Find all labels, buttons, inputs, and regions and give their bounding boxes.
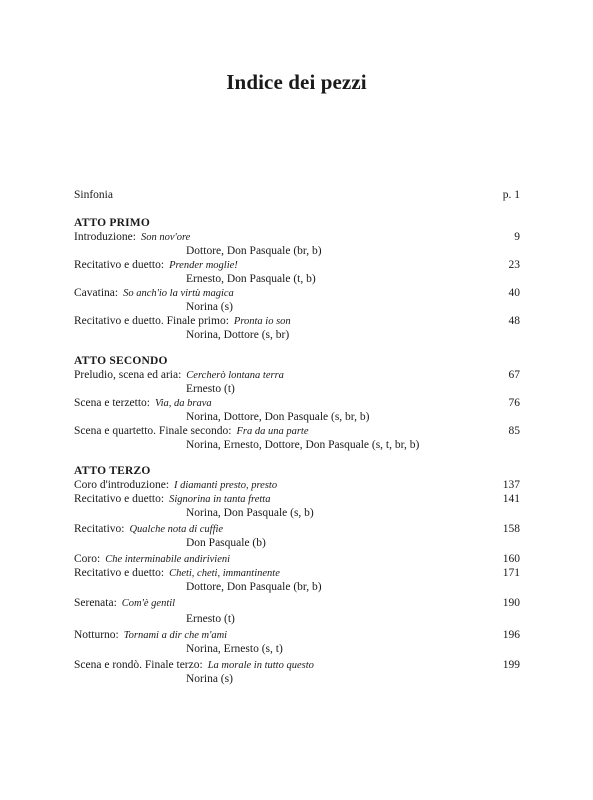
entry-incipit: I diamanti presto, presto <box>174 480 278 491</box>
toc-entry <box>74 492 520 506</box>
entry-label: Coro d'introduzione: <box>74 479 170 491</box>
page-number: 67 <box>508 369 520 381</box>
entry-label: Recitativo e duetto: <box>74 493 165 505</box>
entry-cast: Norina, Dottore, Don Pasquale (s, br, b) <box>186 411 370 423</box>
page-number: 158 <box>502 523 520 535</box>
entry-label: Scena e quartetto. Finale secondo: <box>74 425 232 437</box>
entry-incipit: Cheti, cheti, immantinente <box>169 568 280 579</box>
page-number: 137 <box>502 479 520 491</box>
entry-incipit: Qualche nota di cuffie <box>129 524 224 535</box>
entry-cast: Ernesto (t) <box>186 383 235 395</box>
entry-incipit: Com'è gentil <box>121 598 176 609</box>
entry-label: Scena e terzetto: <box>74 397 150 409</box>
entry-label: Recitativo e duetto: <box>74 259 165 271</box>
toc-entry <box>74 230 520 244</box>
entry-incipit: Fra da una parte <box>236 426 309 437</box>
entry-label: Serenata: <box>74 597 117 609</box>
entry-incipit: Via, da brava <box>155 398 212 409</box>
entry-incipit: So anch'io la virtù magica <box>123 288 234 299</box>
entry-cast: Dottore, Don Pasquale (br, b) <box>186 581 322 593</box>
act-heading: ATTO SECONDO <box>74 355 168 367</box>
entry-cast: Ernesto, Don Pasquale (t, b) <box>186 273 316 285</box>
entry-label: Sinfonia <box>74 189 113 201</box>
toc-entry <box>74 258 520 272</box>
entry-incipit: Pronta io son <box>233 316 291 327</box>
entry-label: Cavatina: <box>74 287 119 299</box>
toc-entry <box>74 314 520 328</box>
entry-cast: Norina (s) <box>186 673 233 685</box>
toc-entry <box>74 478 520 492</box>
act-heading: ATTO PRIMO <box>74 217 151 229</box>
toc-entry <box>74 424 520 438</box>
page-number: 196 <box>502 629 520 641</box>
entry-incipit: Son nov'ore <box>140 232 191 243</box>
page-number: 9 <box>514 231 520 243</box>
page-number: 40 <box>508 287 520 299</box>
entry-label: Recitativo e duetto. Finale primo: <box>74 315 229 327</box>
entry-cast: Norina (s) <box>186 301 233 313</box>
entry-cast: Ernesto (t) <box>186 613 235 625</box>
entry-label: Scena e rondò. Finale terzo: <box>74 659 203 671</box>
page-number: 160 <box>502 553 520 565</box>
entry-cast: Dottore, Don Pasquale (br, b) <box>186 245 322 257</box>
toc-entry-sinfonia <box>74 188 520 202</box>
toc-entry <box>74 628 520 642</box>
entry-incipit: Tornami a dir che m'ami <box>123 630 228 641</box>
page-number: 23 <box>508 259 520 271</box>
act-heading: ATTO TERZO <box>74 465 151 477</box>
page-number: 76 <box>508 397 520 409</box>
page-title: Indice dei pezzi <box>226 70 367 94</box>
entry-label: Introduzione: <box>74 231 136 243</box>
toc-entry <box>74 596 520 610</box>
entry-incipit: Signorina in tanta fretta <box>169 494 271 505</box>
page-number: 85 <box>508 425 520 437</box>
entry-label: Recitativo: <box>74 523 125 535</box>
entry-cast: Norina, Ernesto, Dottore, Don Pasquale (s, t, br, b) <box>186 439 420 451</box>
entry-cast: Norina, Dottore (s, br) <box>186 329 290 341</box>
entry-cast: Don Pasquale (b) <box>186 537 266 549</box>
page-number: 48 <box>508 315 520 327</box>
entry-cast: Norina, Don Pasquale (s, b) <box>186 507 314 519</box>
toc-entry <box>74 552 520 566</box>
toc-entry <box>74 566 520 580</box>
page-number: p. 1 <box>502 189 520 201</box>
entry-label: Preludio, scena ed aria: <box>74 369 182 381</box>
entry-incipit: La morale in tutto questo <box>207 660 314 671</box>
toc-entry <box>74 522 520 536</box>
entry-label: Recitativo e duetto: <box>74 567 165 579</box>
entry-incipit: Cercherò lontana terra <box>186 370 284 381</box>
page-number: 190 <box>502 597 520 609</box>
toc-entry <box>74 286 520 300</box>
page-number: 171 <box>502 567 520 579</box>
entry-label: Notturno: <box>74 629 119 641</box>
toc-entry <box>74 368 520 382</box>
entry-cast: Norina, Ernesto (s, t) <box>186 643 283 655</box>
entry-incipit: Che interminabile andirivieni <box>105 554 231 565</box>
toc-entry <box>74 396 520 410</box>
page-number: 141 <box>502 493 520 505</box>
page-number: 199 <box>502 659 520 671</box>
entry-label: Coro: <box>74 553 101 565</box>
toc-entry <box>74 658 520 672</box>
entry-incipit: Prender moglie! <box>169 260 238 271</box>
table-of-contents <box>74 188 520 686</box>
